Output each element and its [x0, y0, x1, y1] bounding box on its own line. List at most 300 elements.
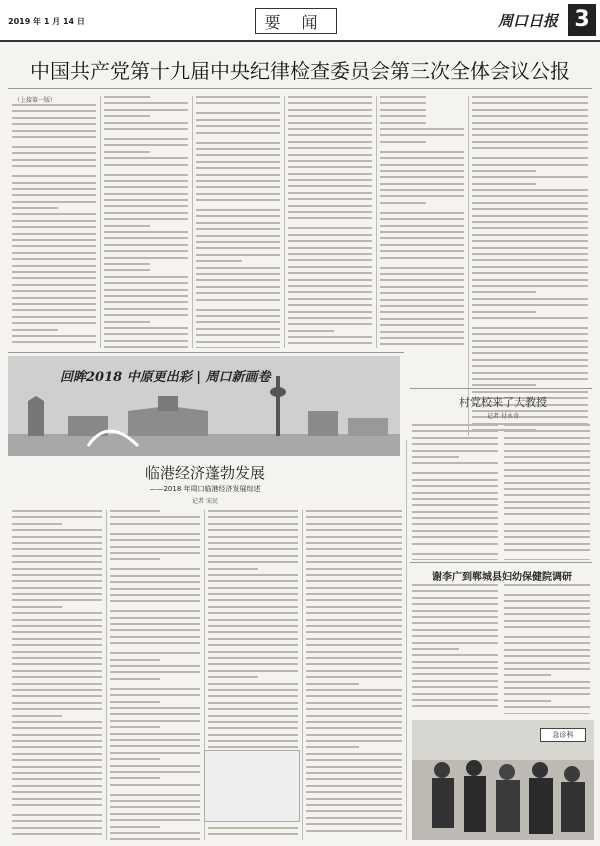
main-article-column-3 [196, 96, 280, 348]
text-line [412, 479, 498, 481]
text-line [306, 740, 402, 742]
text-line [196, 279, 280, 281]
text-line [12, 226, 96, 228]
text-line [12, 651, 102, 653]
text-line [472, 122, 588, 124]
text-line [208, 683, 298, 685]
text-line [104, 250, 188, 252]
text-line [472, 240, 588, 242]
text-line [110, 581, 200, 583]
text-line [110, 800, 200, 802]
text-line [380, 250, 464, 252]
text-line [12, 309, 96, 311]
article2-column-2 [110, 510, 200, 840]
text-line [196, 260, 242, 262]
text-line [12, 233, 96, 235]
text-line [196, 174, 280, 176]
text-line [504, 642, 590, 644]
text-line [208, 612, 298, 614]
text-line [380, 299, 464, 301]
text-line [412, 498, 498, 500]
text-line [104, 96, 150, 98]
text-line [12, 644, 102, 646]
text-line [504, 613, 590, 615]
text-line [110, 617, 200, 619]
text-line [110, 752, 200, 754]
page-number-badge: 3 [568, 4, 596, 36]
text-line [306, 676, 402, 678]
text-line [288, 259, 372, 261]
text-line [472, 170, 536, 172]
text-line [412, 622, 498, 624]
text-line [12, 638, 102, 640]
text-line [412, 536, 498, 538]
text-line [288, 285, 372, 287]
photo-sign-emergency: 急诊科 [540, 728, 586, 742]
text-line [12, 580, 102, 582]
text-line [472, 189, 588, 191]
text-line [196, 199, 280, 201]
text-line [412, 693, 498, 695]
text-line [288, 323, 372, 325]
text-line [306, 536, 402, 538]
column-divider [106, 510, 107, 840]
text-line [110, 813, 200, 815]
text-line [12, 689, 102, 691]
text-line [196, 247, 280, 249]
text-line [412, 705, 498, 707]
text-line [208, 833, 298, 835]
text-line [110, 777, 160, 779]
text-line [412, 642, 498, 644]
article3-title: 村党校来了大教授 [459, 396, 547, 409]
text-line [380, 225, 464, 227]
text-line [288, 109, 372, 111]
text-line [380, 202, 426, 204]
column-divider [376, 96, 377, 348]
text-line [12, 303, 96, 305]
text-line [472, 134, 588, 136]
text-line [12, 702, 102, 704]
text-line [12, 245, 96, 247]
text-line [288, 128, 372, 130]
article3-byline: 记者 付永奇 [487, 413, 519, 420]
text-line [110, 659, 160, 661]
text-line [306, 715, 402, 717]
text-line [504, 584, 590, 586]
text-line [12, 322, 96, 324]
text-line [12, 516, 102, 518]
text-line [12, 587, 102, 589]
text-line [110, 665, 200, 667]
text-line [104, 327, 188, 329]
text-line [208, 568, 258, 570]
text-line [104, 282, 188, 284]
text-line [110, 694, 200, 696]
text-line [110, 707, 200, 709]
text-line [12, 753, 102, 755]
text-line [110, 588, 200, 590]
text-line [104, 186, 188, 188]
text-line [306, 529, 402, 531]
text-line [380, 244, 464, 246]
text-line [110, 671, 200, 673]
text-line [472, 215, 588, 217]
text-line [208, 746, 298, 748]
text-line [110, 819, 200, 821]
text-line [196, 180, 280, 182]
text-line [504, 713, 590, 714]
text-line [196, 328, 280, 330]
text-line [12, 759, 102, 761]
text-line [12, 804, 102, 806]
text-line [412, 597, 498, 599]
text-line [12, 715, 62, 717]
text-line [380, 218, 464, 220]
text-line [208, 510, 298, 512]
text-line [12, 188, 96, 190]
text-line [306, 619, 402, 621]
text-line [110, 739, 200, 741]
text-line [12, 536, 102, 538]
text-line [412, 590, 498, 592]
text-line [504, 482, 590, 484]
text-line [288, 141, 372, 143]
text-line [196, 209, 280, 211]
text-line [110, 575, 200, 577]
text-line [110, 652, 200, 654]
text-line [12, 265, 96, 267]
text-line [288, 192, 372, 194]
main-article-lead: （上接第一版） [14, 97, 57, 104]
text-line [306, 772, 402, 774]
text-line [472, 115, 588, 117]
text-line [472, 253, 588, 255]
text-line [208, 523, 298, 525]
text-line [306, 683, 359, 685]
text-line [110, 826, 160, 828]
text-line [472, 272, 588, 274]
article2-column-4 [306, 510, 402, 840]
text-line [412, 462, 498, 464]
text-line [380, 305, 464, 307]
paper-logo: 周口日报 [498, 12, 559, 30]
text-line [12, 593, 102, 595]
text-line [208, 689, 298, 691]
text-line [110, 552, 200, 554]
text-line [472, 291, 536, 293]
text-line [288, 311, 372, 313]
text-line [288, 179, 372, 181]
text-line [380, 96, 426, 98]
text-line [380, 267, 464, 269]
text-line [380, 212, 464, 214]
main-article-column-5 [380, 96, 464, 348]
text-line [110, 758, 160, 760]
text-line [208, 721, 298, 723]
text-line [110, 539, 200, 541]
text-line [208, 580, 298, 582]
text-line [472, 365, 588, 367]
text-line [12, 510, 102, 512]
text-line [472, 183, 536, 185]
text-line [196, 222, 280, 224]
text-line [196, 334, 280, 336]
text-line [288, 205, 372, 207]
text-line [472, 202, 588, 204]
text-line [12, 258, 96, 260]
text-line [380, 311, 464, 313]
text-line [412, 629, 498, 631]
text-line [306, 638, 402, 640]
text-line [104, 122, 188, 124]
text-line [196, 347, 280, 348]
text-line [380, 134, 464, 136]
text-line [208, 676, 258, 678]
text-line [208, 663, 298, 665]
text-line [104, 225, 150, 227]
text-line [196, 96, 280, 98]
text-line [288, 330, 334, 332]
text-line [306, 702, 402, 704]
text-line [12, 213, 96, 215]
text-line [412, 686, 498, 688]
text-line [472, 259, 588, 261]
text-line [12, 277, 96, 279]
text-line [380, 122, 426, 124]
text-line [472, 384, 536, 386]
text-line [504, 607, 590, 609]
text-line [196, 309, 280, 311]
text-line [288, 134, 372, 136]
text-line [472, 266, 588, 268]
text-line [412, 559, 498, 560]
text-line [208, 715, 298, 717]
text-line [12, 606, 62, 608]
text-line [196, 125, 280, 127]
text-line [110, 594, 200, 596]
text-line [504, 456, 590, 458]
text-line [104, 109, 188, 111]
text-line [412, 504, 498, 506]
column-divider [468, 96, 469, 436]
text-line [288, 298, 372, 300]
text-line [208, 638, 298, 640]
text-line [12, 676, 102, 678]
text-line [504, 649, 590, 651]
text-line [504, 600, 590, 602]
text-line [306, 817, 402, 819]
article4-column-1 [412, 584, 498, 714]
text-line [110, 701, 160, 703]
text-line [504, 430, 590, 432]
text-line [104, 346, 188, 348]
text-line [472, 227, 588, 229]
text-line [110, 636, 200, 638]
text-line [306, 753, 402, 755]
text-line [472, 285, 588, 287]
text-line [12, 290, 96, 292]
text-line [208, 516, 298, 518]
text-line [12, 785, 102, 787]
text-line [288, 147, 372, 149]
text-line [288, 240, 372, 242]
text-line [412, 661, 498, 663]
text-line [104, 157, 188, 159]
text-line [504, 462, 590, 464]
text-line [504, 494, 590, 496]
text-line [288, 304, 372, 306]
text-line [306, 555, 402, 557]
text-line [12, 574, 102, 576]
text-line [380, 183, 464, 185]
text-line [380, 337, 464, 339]
text-line [472, 247, 588, 249]
text-line [104, 212, 188, 214]
text-line [472, 128, 588, 130]
text-line [12, 182, 96, 184]
article4-top-rule [410, 562, 592, 563]
text-line [306, 580, 402, 582]
text-line [12, 766, 102, 768]
text-line [12, 791, 102, 793]
text-line [12, 220, 96, 222]
text-line [380, 151, 464, 153]
text-line [196, 315, 280, 317]
text-line [412, 443, 498, 445]
text-line [380, 102, 426, 104]
text-line [504, 424, 590, 426]
text-line [110, 720, 200, 722]
text-line [306, 689, 402, 691]
text-line [472, 333, 588, 335]
text-line [288, 342, 372, 344]
text-line [472, 208, 588, 210]
text-line [110, 516, 200, 518]
text-line [12, 548, 102, 550]
text-line [380, 141, 426, 143]
text-line [380, 257, 464, 259]
text-line [12, 772, 102, 774]
text-line [306, 651, 402, 653]
text-line [288, 160, 372, 162]
text-line [504, 706, 590, 708]
text-line [412, 456, 459, 458]
text-line [306, 721, 402, 723]
text-line [12, 727, 102, 729]
text-line [288, 173, 372, 175]
text-line [472, 176, 588, 178]
text-line [472, 391, 588, 393]
text-line [208, 734, 298, 736]
text-line [104, 244, 188, 246]
text-line [110, 832, 200, 834]
text-line [380, 231, 464, 233]
text-line [12, 110, 96, 112]
text-line [196, 132, 280, 134]
text-line [208, 740, 298, 742]
text-line [12, 159, 96, 161]
text-line [472, 378, 588, 380]
text-line [104, 301, 188, 303]
text-line [12, 329, 58, 331]
text-line [412, 699, 498, 701]
text-line [208, 574, 298, 576]
text-line [306, 548, 402, 550]
text-line [110, 765, 200, 767]
text-line [288, 102, 372, 104]
text-line [104, 295, 188, 297]
article3-column-1 [412, 424, 498, 560]
text-line [380, 128, 464, 130]
text-line [208, 651, 298, 653]
text-line [472, 317, 588, 319]
text-line [208, 702, 298, 704]
text-line [472, 221, 588, 223]
text-line [380, 109, 426, 111]
text-line [104, 269, 150, 271]
text-line [472, 147, 588, 149]
text-line [504, 655, 590, 657]
text-line [104, 308, 188, 310]
article4-title: 谢李广到郸城县妇幼保健院调研 [432, 572, 572, 583]
text-line [208, 529, 298, 531]
text-line [104, 289, 188, 291]
text-line [208, 727, 298, 729]
section-divider [8, 352, 404, 353]
text-line [472, 352, 588, 354]
text-line [504, 469, 590, 471]
text-line [12, 104, 96, 106]
text-line [208, 599, 298, 601]
article2-subtitle: ——2018 年周口临港经济发展综述 [149, 485, 261, 493]
text-line [472, 102, 588, 104]
text-line [110, 784, 200, 786]
text-line [110, 533, 200, 535]
text-line [380, 286, 464, 288]
text-line [208, 827, 298, 829]
text-line [504, 594, 590, 596]
text-line [504, 549, 590, 551]
text-line [504, 687, 590, 689]
text-line [208, 555, 298, 557]
text-line [504, 530, 590, 532]
text-line [196, 148, 280, 150]
text-line [12, 695, 102, 697]
text-line [504, 662, 590, 664]
text-line [306, 631, 402, 633]
text-line [504, 437, 590, 439]
text-line [472, 340, 588, 342]
text-line [288, 122, 372, 124]
article2-title: 临港经济蓬勃发展 [144, 464, 265, 482]
text-line [196, 286, 280, 288]
text-line [104, 321, 150, 323]
text-line [504, 488, 590, 490]
text-line [12, 631, 102, 633]
text-line [12, 599, 102, 601]
text-line [412, 437, 498, 439]
text-line [380, 164, 464, 166]
text-line [196, 112, 280, 114]
text-line [412, 616, 498, 618]
text-line [12, 146, 96, 148]
main-article-column-2 [104, 96, 188, 348]
text-line [104, 174, 188, 176]
text-line [110, 678, 160, 680]
text-line [12, 152, 96, 154]
text-line [196, 167, 280, 169]
